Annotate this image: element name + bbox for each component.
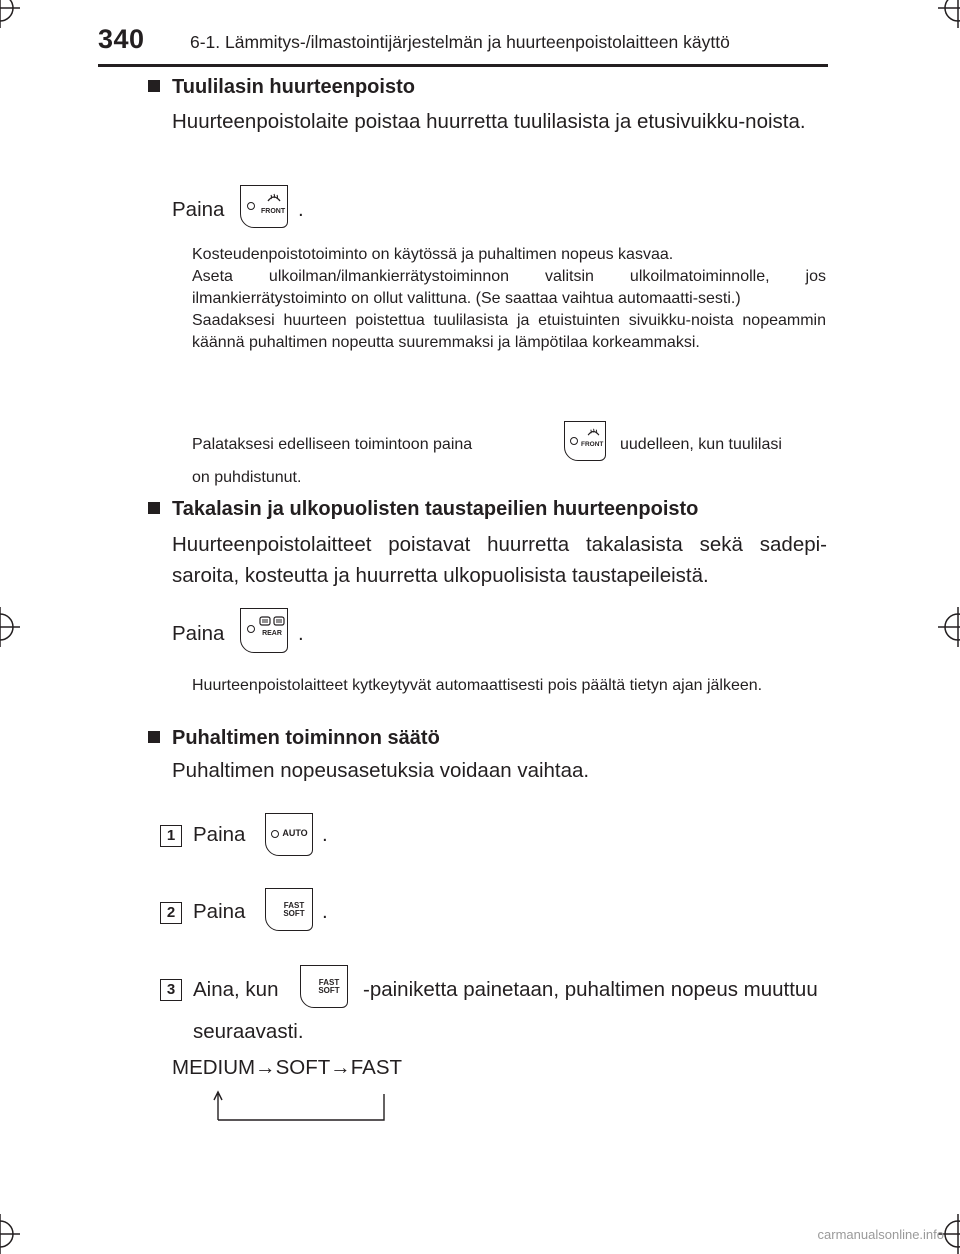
registration-mark-mid-right <box>938 607 960 647</box>
heading-text: Tuulilasin huurteenpoisto <box>172 76 415 98</box>
section-body-fan: Puhaltimen nopeusasetuksia voidaan vaihtaa. <box>172 759 590 782</box>
section-body-rear-defog: Huurteenpoistolaitteet poistavat huurretta takalasista sekä sadepi-saroita, kosteutta ja huurretta ulkopuolisista taustapeileistä. <box>172 533 827 587</box>
indicator-dot-icon <box>271 830 279 838</box>
chapter-title: 6-1. Lämmitys-/ilmastointijärjestelmän ja huurteenpoistolaitteen käyttö <box>190 32 730 52</box>
registration-mark-bottom-left <box>0 1214 20 1254</box>
windshield-defrost-icon <box>267 192 281 202</box>
front-defroster-button[interactable] <box>240 185 288 228</box>
step-3-text-line2: seuraavasti. <box>193 1020 304 1043</box>
fast-soft-label: FAST SOFT <box>318 978 340 995</box>
square-bullet-icon <box>148 731 160 743</box>
note-line: Saadaksesi huurteen poistettua tuulilasista ja etuistuinten sivuikku-noista nopeammin käännä puhaltimen nopeutta suuremmaksi ja lämpötilaa korkeammaksi. <box>192 312 826 351</box>
fan-speed-button-inline[interactable] <box>300 965 348 1008</box>
section-heading-rear-defog <box>148 498 698 521</box>
registration-mark-top-right <box>938 0 960 28</box>
section-body-windshield: Huurteenpoistolaite poistaa huurretta tuulilasista ja etusivuikku-noista. <box>172 110 806 133</box>
press-front-line <box>172 198 224 222</box>
note-line: Kosteudenpoistotoiminto on käytössä ja puhaltimen nopeus kasvaa. <box>192 246 674 263</box>
front-defroster-button-inline[interactable] <box>564 421 606 461</box>
section-heading-fan <box>148 727 440 750</box>
registration-mark-mid-left <box>0 607 20 647</box>
press-period: . <box>298 198 304 221</box>
step-3-text: Aina, kun <box>193 978 279 1001</box>
windshield-defrost-icon <box>587 427 600 436</box>
registration-mark-top-left <box>0 0 20 28</box>
note-rear-defog: Huurteenpoistolaitteet kytkeytyvät automaattisesti pois päältä tietyn ajan jälkeen. <box>192 677 763 694</box>
rear-defog-icon <box>259 616 285 626</box>
square-bullet-icon <box>148 502 160 514</box>
fast-soft-label: FAST SOFT <box>283 901 305 918</box>
return-instruction-line2: on puhdistunut. <box>192 469 302 486</box>
step-number-1: 1 <box>160 825 182 847</box>
heading-text: Puhaltimen toiminnon säätö <box>172 727 440 749</box>
watermark: carmanualsonline.info <box>817 1227 944 1242</box>
return-instruction-prefix: Palataksesi edelliseen toimintoon paina <box>192 436 473 453</box>
indicator-dot-icon <box>570 437 578 445</box>
return-instruction-suffix: uudelleen, kun tuulilasi <box>620 436 782 453</box>
step-3-text-suffix: -painiketta painetaan, puhaltimen nopeus muuttuu <box>363 978 818 1001</box>
front-label: FRONT <box>581 441 604 448</box>
rear-defogger-button[interactable] <box>240 608 288 653</box>
step-2-period: . <box>322 900 328 923</box>
note-line: Aseta ulkoilman/ilmankierrätystoiminnon valitsin ulkoilmatoiminnolle, jos ilmankierrätystoiminto on ollut valittuna. (Se saattaa vaihtua automaatti-sesti.) <box>192 268 826 307</box>
auto-label: AUTO <box>282 828 308 838</box>
fan-speed-sequence: MEDIUM→SOFT→FAST <box>172 1056 403 1079</box>
step-1-text: Paina <box>193 823 246 846</box>
auto-button[interactable] <box>265 813 313 856</box>
indicator-dot-icon <box>247 625 255 633</box>
step-1-period: . <box>322 823 328 846</box>
rear-label: REAR <box>262 630 282 637</box>
fan-speed-button[interactable] <box>265 888 313 931</box>
page-number: 340 <box>98 24 145 54</box>
step-2-text: Paina <box>193 900 246 923</box>
step-number-3: 3 <box>160 979 182 1001</box>
press-period: . <box>298 622 304 645</box>
note-block-windshield <box>192 244 826 354</box>
press-rear-line <box>172 622 224 646</box>
header-rule <box>98 64 828 67</box>
heading-text: Takalasin ja ulkopuolisten taustapeilien huurteenpoisto <box>172 498 699 520</box>
front-label: FRONT <box>261 208 286 215</box>
indicator-dot-icon <box>247 202 255 210</box>
square-bullet-icon <box>148 80 160 92</box>
sequence-loop-arrow <box>210 1090 390 1124</box>
section-heading-windshield <box>148 76 415 99</box>
press-label: Paina <box>172 198 225 221</box>
press-label: Paina <box>172 622 225 645</box>
step-number-2: 2 <box>160 902 182 924</box>
